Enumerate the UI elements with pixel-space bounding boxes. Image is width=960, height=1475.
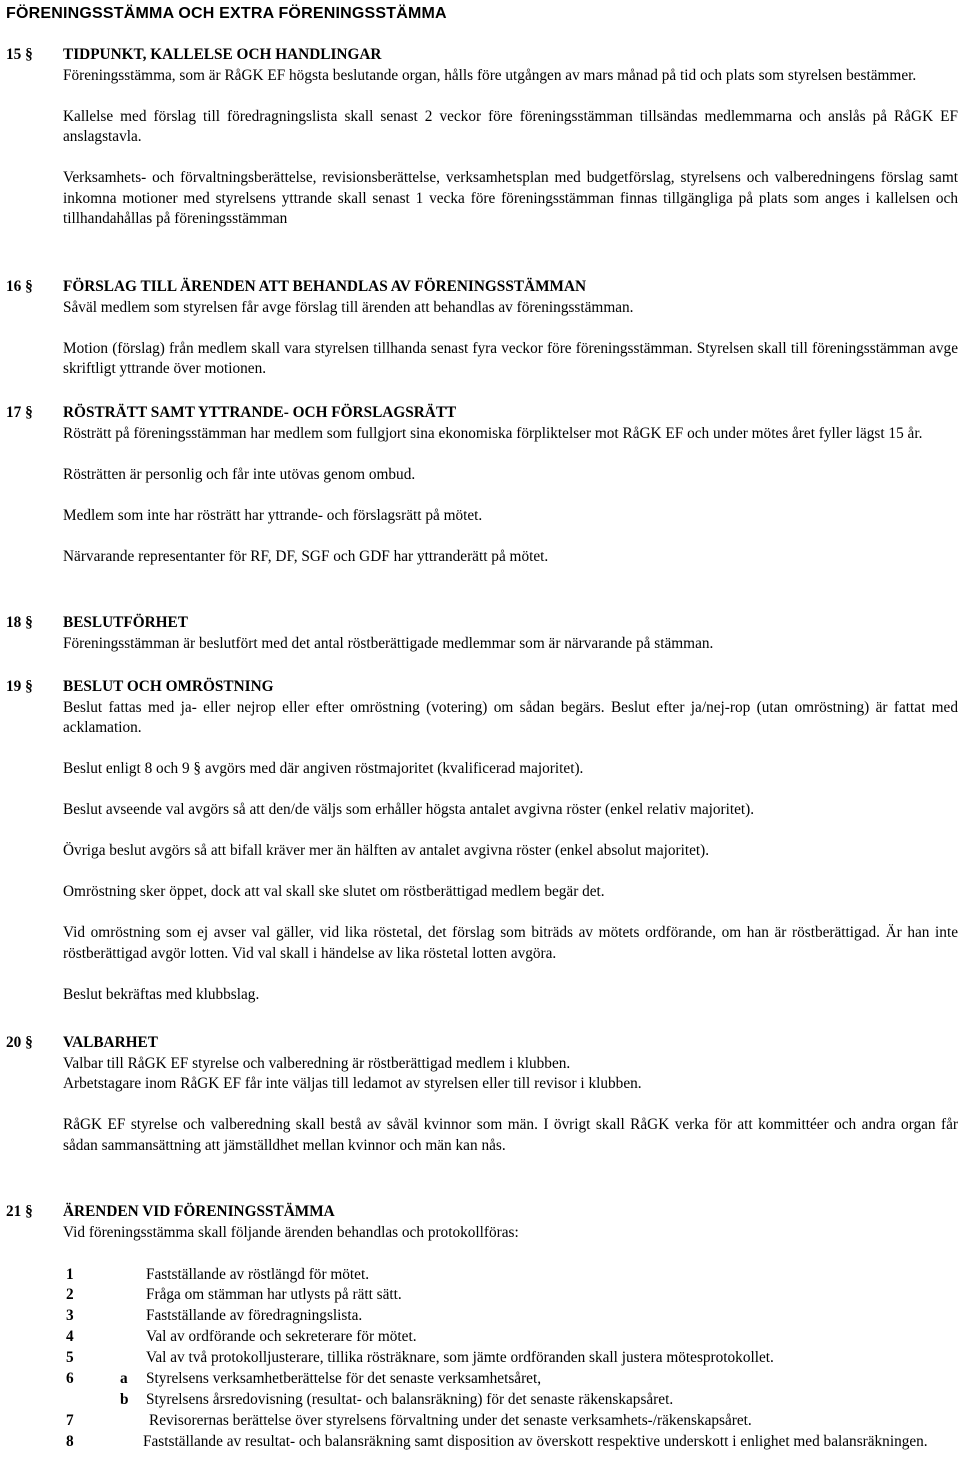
paragraph: Beslut avseende val avgörs så att den/de väljs som erhåller högsta antalet avgivna röster (enkel relativ majoritet).	[63, 801, 755, 818]
section-heading: BESLUTFÖRHET	[63, 614, 188, 631]
section-heading: ÄRENDEN VID FÖRENINGSSTÄMMA	[63, 1203, 335, 1220]
list-item-text: Fastställande av resultat- och balansräkning samt disposition av överskott respektive underskott i enlighet med balansräkningen.	[143, 1433, 928, 1450]
paragraph: Vid omröstning som ej avser val gäller, vid lika röstetal, det förslag som biträds av mötets ordförande, om han är röstberättigad. Är han inte röstberättigad avgör lotten. Vid val skall i händelse av lika röstetal lotten avgöra.	[63, 924, 958, 962]
paragraph: Beslut fattas med ja- eller nejrop eller efter omröstning (votering) om sådan begärs. Beslut efter ja/nej-rop (utan omröstning) är fattat med acklamation.	[63, 698, 958, 736]
paragraph: Övriga beslut avgörs så att bifall kräver mer än hälften av antalet avgivna röster (enkel absolut majoritet).	[63, 842, 710, 859]
paragraph: Beslut bekräftas med klubbslag.	[63, 985, 260, 1003]
list-item-text: Styrelsens årsredovisning (resultat- och balansräkning) för det senaste räkenskapsåret.	[146, 1391, 674, 1408]
paragraph-line: Arbetstagare inom RåGK EF får inte väljas till ledamot av styrelsen eller till revisor i klubben.	[63, 1075, 642, 1092]
paragraph: Medlem som inte har rösträtt har yttrande- och förslagsrätt på mötet.	[63, 506, 483, 524]
paragraph: RåGK EF styrelse och valberedning skall bestå av såväl kvinnor som män. I övrigt skall RåGK verka för att kommittéer och andra organ får sådan sammansättning att jämställdhet mellan kvinnor och män kan nås.	[63, 1116, 958, 1154]
list-item-number: 7	[66, 1412, 74, 1429]
list-item-number: 5	[66, 1349, 74, 1366]
section-heading: BESLUT OCH OMRÖSTNING	[63, 678, 274, 695]
paragraph: Beslut enligt 8 och 9 § avgörs med där angiven röstmajoritet (kvalificerad majoritet).	[63, 760, 584, 777]
paragraph: Föreningsstämma, som är RåGK EF högsta beslutande organ, hålls före utgången av mars månad på tid och plats som styrelsen bestämmer.	[63, 66, 917, 84]
section-number: 15 §	[6, 46, 33, 63]
list-item	[0, 1348, 960, 1369]
list-item-number: 8	[66, 1433, 74, 1450]
list-item	[0, 1285, 960, 1306]
page-title: FÖRENINGSSTÄMMA OCH EXTRA FÖRENINGSSTÄMMA	[6, 5, 447, 22]
list-item-number: 3	[66, 1307, 74, 1324]
section-number: 20 §	[6, 1034, 33, 1051]
section-number: 19 §	[6, 678, 33, 695]
list-item	[0, 1369, 960, 1390]
list-item-subletter: b	[120, 1391, 129, 1408]
section-19	[6, 677, 958, 1005]
list-item-text: Revisorernas berättelse över styrelsens förvaltning under det senaste verksamhets-/räkenskapsåret.	[149, 1412, 752, 1429]
section-number: 17 §	[6, 404, 33, 421]
paragraph: Kallelse med förslag till föredragningslista skall senast 2 veckor före föreningsstämman tillsändas medlemmarna och anslås på RåGK EF anslagstavla.	[63, 107, 958, 145]
list-item	[0, 1411, 960, 1432]
section-20	[6, 1033, 958, 1156]
list-item-text: Val av ordförande och sekreterare för mötet.	[146, 1328, 417, 1345]
paragraph: Motion (förslag) från medlem skall vara styrelsen tillhanda senast fyra veckor före föreningsstämman. Styrelsen skall till föreningsstämman avge skriftligt yttrande över motionen.	[63, 339, 958, 377]
list-item-subletter: a	[120, 1370, 128, 1387]
section-heading: VALBARHET	[63, 1034, 158, 1051]
section-17	[6, 403, 958, 567]
list-item-number: 4	[66, 1328, 74, 1345]
section-number: 21 §	[6, 1203, 33, 1220]
list-item	[0, 1432, 960, 1474]
list-item-number: 2	[66, 1286, 74, 1303]
list-item-number: 6	[66, 1370, 74, 1387]
section-number: 18 §	[6, 614, 33, 631]
list-item-text: Val av två protokolljusterare, tillika rösträknare, som jämte ordföranden skall justera mötesprotokollet.	[146, 1349, 774, 1366]
section-18	[6, 613, 958, 654]
list-item-text: Fastställande av föredragningslista.	[146, 1307, 363, 1324]
paragraph: Rösträtten är personlig och får inte utövas genom ombud.	[63, 465, 416, 483]
paragraph: Omröstning sker öppet, dock att val skall ske slutet om röstberättigad medlem begär det.	[63, 883, 605, 900]
list-item-text: Fråga om stämman har utlysts på rätt sätt.	[146, 1286, 402, 1303]
section-heading: FÖRSLAG TILL ÄRENDEN ATT BEHANDLAS AV FÖRENINGSSTÄMMAN	[63, 278, 587, 295]
paragraph: Närvarande representanter för RF, DF, SGF och GDF har yttranderätt på mötet.	[63, 547, 549, 565]
list-item-number: 1	[66, 1266, 74, 1283]
list-item	[0, 1306, 960, 1327]
section-heading: TIDPUNKT, KALLELSE OCH HANDLINGAR	[63, 46, 382, 63]
list-item	[0, 1327, 960, 1348]
paragraph: Rösträtt på föreningsstämman har medlem som fullgjort sina ekonomiska förpliktelser mot RåGK EF och under mötes året fyller lägst 15 år.	[63, 424, 923, 442]
paragraph: Verksamhets- och förvaltningsberättelse, revisionsberättelse, verksamhetsplan med budgetförslag, styrelsens och valberedningens förslag samt inkomna motioner med styrelsens yttrande skall senast 1 vecka före föreningsstämman finnas tillgängliga på plats som anges i kallelsen och tillhandahållas på föreningsstämman	[63, 169, 958, 227]
paragraph: Såväl medlem som styrelsen får avge förslag till ärenden att behandlas av föreningsstämman.	[63, 298, 634, 316]
section-21	[6, 1202, 958, 1243]
paragraph: Vid föreningsstämma skall följande ärenden behandlas och protokollföras:	[63, 1223, 519, 1241]
section-15	[6, 45, 958, 230]
section-16	[6, 277, 958, 380]
list-item	[0, 1265, 960, 1286]
list-item-text: Fastställande av röstlängd för mötet.	[146, 1266, 370, 1283]
paragraph: Föreningsstämman är beslutfört med det antal röstberättigade medlemmar som är närvarande på stämman.	[63, 634, 714, 652]
paragraph-line: Valbar till RåGK EF styrelse och valberedning är röstberättigad medlem i klubben.	[63, 1054, 571, 1072]
list-item	[0, 1390, 960, 1411]
list-item-text: Styrelsens verksamhetberättelse för det senaste verksamhetsåret,	[146, 1370, 542, 1387]
section-heading: RÖSTRÄTT SAMT YTTRANDE- OCH FÖRSLAGSRÄTT	[63, 404, 457, 421]
section-number: 16 §	[6, 278, 33, 295]
